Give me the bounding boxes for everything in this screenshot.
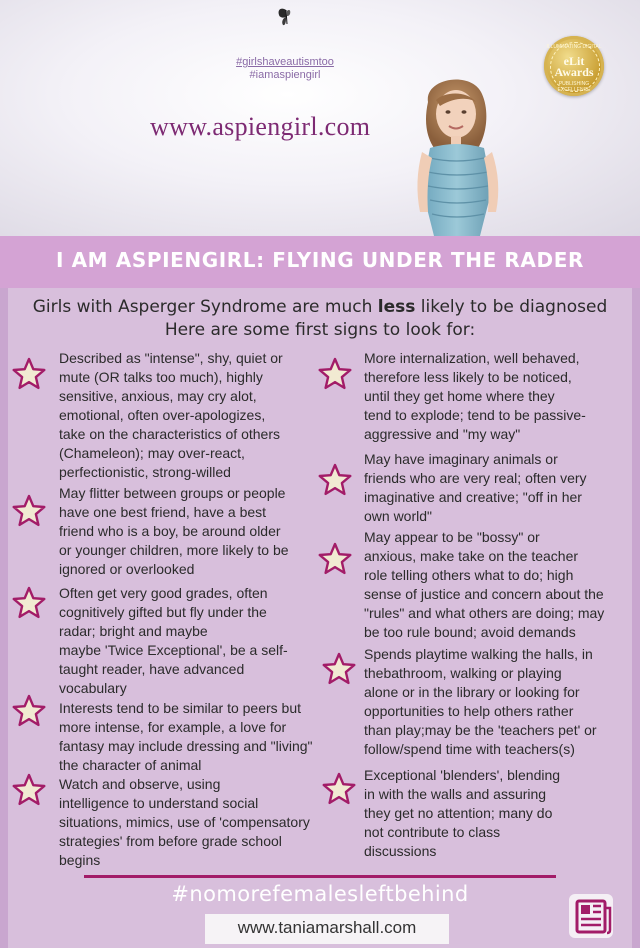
subtitle-emphasis: less: [377, 297, 416, 317]
item-line: follow/spend time with teachers(s): [364, 741, 575, 757]
elit-award-badge: [544, 36, 604, 96]
butterfly-icon: [275, 6, 297, 28]
item-line: take on the characteristics of others: [59, 426, 280, 442]
item-line: May have imaginary animals or: [364, 451, 558, 467]
item-line: Described as "intense", shy, quiet or: [59, 350, 283, 366]
item-line: thebathroom, walking or playing: [364, 665, 562, 681]
list-item: [364, 450, 587, 526]
item-line: aggressive and "my way": [364, 426, 521, 442]
item-line: radar; bright and maybe: [59, 623, 208, 639]
award-line2: Awards: [554, 65, 594, 79]
list-item: [59, 584, 288, 698]
item-line: sense of justice and concern about the: [364, 586, 604, 602]
item-line: imaginative and creative; "off in her: [364, 489, 582, 505]
star-outline-icon: [12, 694, 46, 728]
page-title: I AM ASPIENGIRL: FLYING UNDER THE RADER: [56, 248, 584, 272]
item-line: Watch and observe, using: [59, 776, 221, 792]
star-outline-icon: [322, 652, 356, 686]
list-item: [364, 645, 597, 759]
item-line: opportunities to help others rather: [364, 703, 574, 719]
header-banner: [0, 0, 640, 236]
list-item: [364, 766, 560, 861]
item-line: friends who are very real; often very: [364, 470, 587, 486]
hashtag-girlshaveautismtoo[interactable]: #girlshaveautismtoo: [236, 56, 334, 68]
item-line: they get no attention; many do: [364, 805, 553, 821]
item-line: fantasy may include dressing and "living": [59, 738, 313, 754]
star-outline-icon: [12, 494, 46, 528]
item-line: emotional, often over-apologizes,: [59, 407, 266, 423]
item-line: tend to explode; tend to be passive-: [364, 407, 586, 423]
award-line1: eLit: [563, 54, 585, 68]
subtitle-part1: Girls with Asperger Syndrome are much: [32, 297, 378, 317]
subtitle-line1: [0, 297, 640, 317]
award-ring-bottom-text: PUBLISHING EXCELLENCE: [557, 81, 591, 93]
star-outline-icon: [318, 357, 352, 391]
item-line: therefore less likely to be noticed,: [364, 369, 572, 385]
item-line: taught reader, have advanced: [59, 661, 245, 677]
item-line: sensitive, anxious, may cry alot,: [59, 388, 257, 404]
item-line: friend who is a boy, be around older: [59, 523, 281, 539]
star-outline-icon: [12, 357, 46, 391]
item-line: maybe 'Twice Exceptional', be a self-: [59, 642, 288, 658]
girl-photo: [400, 72, 520, 236]
item-line: May appear to be "bossy" or: [364, 529, 540, 545]
item-line: May flitter between groups or people: [59, 485, 286, 501]
item-line: (Chameleon); may over-react,: [59, 445, 245, 461]
star-outline-icon: [12, 586, 46, 620]
star-outline-icon: [318, 463, 352, 497]
subtitle-line2: Here are some first signs to look for:: [164, 320, 476, 340]
award-main-text: [544, 56, 604, 78]
item-line: be too rule bound; avoid demands: [364, 624, 576, 640]
footer-hashtag[interactable]: #nomorefemalesleftbehind: [171, 882, 469, 906]
item-line: more intense, for example, a love for: [59, 719, 287, 735]
item-line: have one best friend, have a best: [59, 504, 267, 520]
star-outline-icon: [12, 773, 46, 807]
star-outline-icon: [318, 542, 352, 576]
item-line: than play;may be the 'teachers pet' or: [364, 722, 597, 738]
list-item: [59, 699, 313, 775]
item-line: not contribute to class: [364, 824, 501, 840]
item-line: Often get very good grades, often: [59, 585, 268, 601]
hashtags: [200, 56, 370, 82]
newspaper-icon[interactable]: [567, 892, 615, 940]
item-line: alone or in the library or looking for: [364, 684, 580, 700]
subtitle-part2: likely to be diagnosed: [415, 297, 608, 317]
item-line: mute (OR talks too much), highly: [59, 369, 263, 385]
item-line: in with the walls and assuring: [364, 786, 547, 802]
item-line: the character of animal: [59, 757, 202, 773]
item-line: Exceptional 'blenders', blending: [364, 767, 561, 783]
item-line: More internalization, well behaved,: [364, 350, 580, 366]
item-line: own world": [364, 508, 432, 524]
item-line: cognitively gifted but fly under the: [59, 604, 267, 620]
item-line: situations, mimics, use of 'compensatory: [59, 814, 310, 830]
list-item: [59, 484, 289, 579]
item-line: perfectionistic, strong-willed: [59, 464, 231, 480]
item-line: discussions: [364, 843, 437, 859]
item-line: vocabulary: [59, 680, 127, 696]
item-line: role telling others what to do; high: [364, 567, 574, 583]
hashtag-iamaspiengirl[interactable]: #iamaspiengirl: [249, 69, 321, 81]
award-ring-top-text: ILLUMINATING DIGITAL: [546, 44, 602, 50]
item-line: intelligence to understand social: [59, 795, 259, 811]
site-url[interactable]: www.aspiengirl.com: [150, 112, 371, 141]
footer-divider: [84, 875, 556, 878]
item-line: "rules" and what others are doing; may: [364, 605, 605, 621]
star-outline-icon: [322, 772, 356, 806]
item-line: strategies' from before grade school: [59, 833, 282, 849]
item-line: or younger children, more likely to be: [59, 542, 289, 558]
list-item: [364, 528, 604, 642]
item-line: ignored or overlooked: [59, 561, 195, 577]
list-item: [59, 349, 283, 482]
list-item: [59, 775, 310, 870]
list-item: [364, 349, 586, 444]
item-line: begins: [59, 852, 101, 868]
footer-url-link[interactable]: www.taniamarshall.com: [237, 918, 417, 937]
item-line: until they get home where they: [364, 388, 555, 404]
item-line: anxious, make take on the teacher: [364, 548, 579, 564]
item-line: Interests tend to be similar to peers but: [59, 700, 302, 716]
item-line: Spends playtime walking the halls, in: [364, 646, 593, 662]
